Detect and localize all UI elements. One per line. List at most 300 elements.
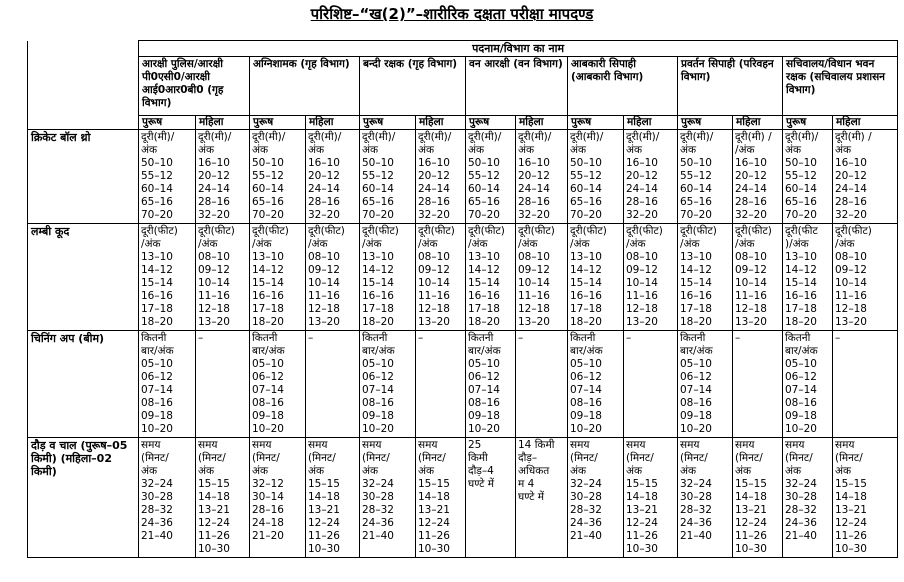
cell-line: दूरी(फीट) [518, 225, 555, 237]
cell-line: 24–14 [518, 183, 550, 195]
criteria-cell [196, 438, 250, 558]
criteria-cell [783, 438, 833, 558]
cell-line: 16–16 [141, 290, 173, 302]
cell-line: /अंक [252, 238, 272, 250]
cell-line: कितनी [252, 332, 278, 344]
criteria-cell [733, 438, 783, 558]
criteria-cell [516, 130, 568, 224]
criteria-cell [416, 130, 466, 224]
cell-line: 08–10 [198, 251, 230, 263]
cell-line: 32–12 [252, 478, 284, 490]
cell-line: 28–32 [141, 504, 173, 516]
cell-line: 24–36 [570, 517, 602, 529]
cell-line: 65–16 [252, 196, 284, 208]
cell-line: 11–16 [835, 290, 867, 302]
cell-line: 13–21 [626, 504, 658, 516]
cell-line: 10–20 [252, 423, 284, 435]
cell-line: 12–18 [308, 303, 340, 315]
criteria-cell [833, 224, 898, 331]
cell-line: /अंक [680, 238, 700, 250]
cell-line: दूरी(फीट) [468, 225, 505, 237]
cell-line: 28–32 [680, 504, 712, 516]
criteria-cell [416, 224, 466, 331]
cell-line: कितनी [362, 332, 388, 344]
cell-line: 08–10 [835, 251, 867, 263]
cell-line: 13–10 [680, 251, 712, 263]
cell-line: अंक [198, 144, 215, 156]
cell-line: दूरी(मी)/ [308, 131, 342, 143]
cell-line: 05–10 [680, 358, 712, 370]
cell-line: 28–32 [362, 504, 394, 516]
cell-line: 05–10 [468, 358, 500, 370]
cell-line: 21–20 [252, 530, 284, 542]
department-header: बन्दी रक्षक (गृह विभाग) [360, 57, 466, 116]
cell-line: अंक [835, 465, 852, 477]
cell-line: 20–12 [626, 170, 658, 182]
cell-line: 12–24 [198, 517, 230, 529]
cell-line: दूरी(फीट) [680, 225, 717, 237]
cell-line: अंक [308, 144, 325, 156]
cell-line: 28–16 [735, 196, 767, 208]
cell-line: बार/अंक [252, 345, 285, 357]
criteria-cell [624, 130, 678, 224]
cell-line: 15–14 [680, 277, 712, 289]
cell-line: 30–28 [680, 491, 712, 503]
department-header: प्रवर्तन सिपाही (परिवहन विभाग) [678, 57, 783, 116]
page-title [0, 4, 904, 24]
cell-line: 32–24 [570, 478, 602, 490]
female-header: महिला [306, 116, 360, 130]
criteria-cell [568, 331, 624, 438]
cell-line: 08–10 [518, 251, 550, 263]
cell-line: दूरी(फीट) [252, 225, 289, 237]
cell-line: अंक [252, 465, 269, 477]
criteria-cell [624, 331, 678, 438]
cell-line: 11–26 [835, 530, 867, 542]
cell-line: 24–14 [735, 183, 767, 195]
cell-line: समय [570, 439, 590, 451]
cell-line: 32–24 [680, 478, 712, 490]
cell-line: /अंक [362, 238, 382, 250]
cell-line: 10–20 [362, 423, 394, 435]
criteria-cell [568, 130, 624, 224]
cell-line: 13–10 [141, 251, 173, 263]
cell-line: 70–20 [785, 209, 817, 221]
cell-line: 30–28 [141, 491, 173, 503]
cell-line: 08–16 [252, 397, 284, 409]
cell-line: कितनी [468, 332, 494, 344]
cell-line: अंक [362, 465, 379, 477]
male-header: पुरूष [783, 116, 833, 130]
cell-line: दूरी(फीट) [735, 225, 772, 237]
cell-line: 65–16 [362, 196, 394, 208]
cell-line: 16–16 [680, 290, 712, 302]
cell-line: /अंक [418, 238, 438, 250]
criteria-cell [678, 438, 733, 558]
cell-line: 32–20 [198, 209, 230, 221]
cell-line: 32–20 [308, 209, 340, 221]
cell-line: 15–14 [785, 277, 817, 289]
cell-line: अंक [626, 144, 643, 156]
cell-line: 24–36 [141, 517, 173, 529]
cell-line: अंक [418, 465, 435, 477]
cell-line: 11–16 [418, 290, 450, 302]
cell-line: 30–28 [362, 491, 394, 503]
cell-line: 08–16 [785, 397, 817, 409]
cell-line: 05–10 [785, 358, 817, 370]
cell-line: 09–12 [518, 264, 550, 276]
cell-line: अंक [198, 465, 215, 477]
criteria-cell [466, 224, 516, 331]
cell-line: दूरी(फीट) [198, 225, 235, 237]
cell-line: 08–16 [680, 397, 712, 409]
cell-line: 09–18 [362, 410, 394, 422]
cell-line: 09–18 [570, 410, 602, 422]
cell-line: )/अंक [785, 238, 809, 250]
cell-line: अंक [570, 465, 587, 477]
gender-header-row [28, 116, 898, 130]
cell-line: बार/अंक [785, 345, 818, 357]
cell-line: 06–12 [570, 371, 602, 383]
cell-line: 24–14 [308, 183, 340, 195]
cell-line: दूरी(फीट) [626, 225, 663, 237]
cell-line: अधिकत [518, 465, 550, 477]
cell-line: 10–30 [418, 543, 450, 555]
cell-line: 12–18 [198, 303, 230, 315]
criteria-cell [733, 331, 783, 438]
cell-line: 08–10 [418, 251, 450, 263]
criteria-cell [733, 130, 783, 224]
cell-line: 21–40 [785, 530, 817, 542]
cell-line: दूरी(मी)/ [785, 131, 819, 143]
cell-line: दूरी(मी)/ [418, 131, 452, 143]
cell-line: 15–15 [626, 478, 658, 490]
cell-line: किमी [468, 452, 488, 464]
cell-line: 55–12 [141, 170, 173, 182]
cell-line: अंक [141, 465, 158, 477]
criteria-cell [360, 331, 416, 438]
cell-line: दूरी(फीट) [141, 225, 178, 237]
cell-line: 05–10 [252, 358, 284, 370]
cell-line: 17–18 [468, 303, 500, 315]
cell-line: (मिनट/ [418, 452, 446, 464]
cell-line: 28–16 [198, 196, 230, 208]
cell-line: 50–10 [570, 157, 602, 169]
female-header: महिला [733, 116, 783, 130]
cell-line: (मिनट/ [141, 452, 169, 464]
cell-line: 10–14 [835, 277, 867, 289]
cell-line: 11–26 [198, 530, 230, 542]
cell-line: दूरी(फीट [785, 225, 818, 237]
cell-line: 55–12 [468, 170, 500, 182]
cell-line: 12–24 [835, 517, 867, 529]
cell-line: 17–18 [141, 303, 173, 315]
cell-line: 10–14 [626, 277, 658, 289]
cell-line: समय [735, 439, 755, 451]
cell-line: अंक [626, 465, 643, 477]
event-name: लम्बी कूद [28, 224, 139, 331]
female-header: महिला [196, 116, 250, 130]
cell-line: 21–40 [570, 530, 602, 542]
cell-line: 14–12 [785, 264, 817, 276]
cell-line: 14–12 [252, 264, 284, 276]
cell-line: 10–30 [735, 543, 767, 555]
male-header: पुरूष [139, 116, 196, 130]
cell-line: 30–14 [252, 491, 284, 503]
cell-line: 13–20 [308, 316, 340, 328]
cell-line: 05–10 [141, 358, 173, 370]
cell-line: 15–15 [735, 478, 767, 490]
cell-line: दूरी(मी)/ [252, 131, 286, 143]
female-header: महिला [416, 116, 466, 130]
criteria-cell [416, 331, 466, 438]
cell-line: 65–16 [680, 196, 712, 208]
department-header: वन आरक्षी (वन विभाग) [466, 57, 568, 116]
cell-line: 06–12 [680, 371, 712, 383]
cell-line: 17–18 [570, 303, 602, 315]
cell-line: अंक [362, 144, 379, 156]
cell-line: दूरी(मी)/ [680, 131, 714, 143]
cell-line: 13–10 [252, 251, 284, 263]
cell-line: 11–26 [626, 530, 658, 542]
cell-line: 11–16 [518, 290, 550, 302]
cell-line: 16–10 [418, 157, 450, 169]
cell-line: 12–24 [308, 517, 340, 529]
cell-line: 70–20 [141, 209, 173, 221]
cell-line: 13–10 [362, 251, 394, 263]
cell-line: /अंक [735, 144, 755, 156]
cell-line: 28–16 [835, 196, 867, 208]
criteria-cell [139, 224, 196, 331]
cell-line: /अंक [518, 238, 538, 250]
cell-line: 15–14 [141, 277, 173, 289]
cell-line: 14–18 [626, 491, 658, 503]
cell-line: 09–18 [141, 410, 173, 422]
cell-line: 50–10 [680, 157, 712, 169]
cell-line: 60–14 [468, 183, 500, 195]
cell-line: दूरी(फीट) [570, 225, 607, 237]
cell-line: 18–20 [570, 316, 602, 328]
cell-line: 09–12 [626, 264, 658, 276]
cell-line: 60–14 [785, 183, 817, 195]
cell-line: समय [308, 439, 328, 451]
cell-line: 24–36 [680, 517, 712, 529]
cell-line: 08–16 [468, 397, 500, 409]
cell-line: 20–12 [835, 170, 867, 182]
cell-line: 12–18 [418, 303, 450, 315]
cell-line: 32–24 [362, 478, 394, 490]
cell-line: 07–14 [362, 384, 394, 396]
cell-line: 28–16 [518, 196, 550, 208]
cell-line: कितनी [141, 332, 167, 344]
cell-line: 21–40 [680, 530, 712, 542]
cell-line: दूरी(फीट) [418, 225, 455, 237]
cell-line: समय [680, 439, 700, 451]
cell-line: 13–20 [198, 316, 230, 328]
cell-line: 65–16 [141, 196, 173, 208]
cell-line: 14–18 [198, 491, 230, 503]
cell-line: अंक [680, 465, 697, 477]
cell-line: दौड़–4 [468, 465, 494, 477]
cell-line: 06–12 [362, 371, 394, 383]
criteria-cell [360, 224, 416, 331]
cell-line: 13–21 [198, 504, 230, 516]
cell-line: 09–18 [785, 410, 817, 422]
female-header: महिला [624, 116, 678, 130]
cell-line: 32–20 [735, 209, 767, 221]
cell-line: – [518, 332, 524, 344]
cell-line: (मिनट/ [785, 452, 813, 464]
cell-line: 15–14 [570, 277, 602, 289]
cell-line: 09–18 [468, 410, 500, 422]
cell-line: 55–12 [680, 170, 712, 182]
cell-line: 05–10 [362, 358, 394, 370]
cell-line: 11–26 [735, 530, 767, 542]
criteria-cell [568, 224, 624, 331]
cell-line: 15–15 [198, 478, 230, 490]
corner-cell [28, 41, 139, 57]
department-header: आरक्षी पुलिस/आरक्षी पी0एसी0/आरक्षी आई0आर0बी0 (गृह विभाग) [139, 57, 250, 116]
female-header: महिला [833, 116, 898, 130]
cell-line: 09–12 [418, 264, 450, 276]
cell-line: 24–14 [626, 183, 658, 195]
corner-cell-2 [28, 57, 139, 116]
criteria-cell [250, 130, 306, 224]
cell-line: 15–14 [468, 277, 500, 289]
cell-line: 12–18 [518, 303, 550, 315]
cell-line: – [835, 332, 841, 344]
cell-line: 16–16 [362, 290, 394, 302]
cell-line: घण्टे में [518, 491, 544, 503]
criteria-cell [678, 331, 733, 438]
event-row [28, 130, 898, 224]
cell-line: 28–16 [626, 196, 658, 208]
cell-line: 10–30 [835, 543, 867, 555]
cell-line: – [418, 332, 424, 344]
cell-line: 09–12 [835, 264, 867, 276]
cell-line: 14–18 [418, 491, 450, 503]
cell-line: (मिनट/ [626, 452, 654, 464]
cell-line: 60–14 [362, 183, 394, 195]
cell-line: 11–16 [735, 290, 767, 302]
cell-line: 16–10 [626, 157, 658, 169]
event-name: चिनिंग अप (बीम) [28, 331, 139, 438]
cell-line: 11–16 [308, 290, 340, 302]
criteria-cell [139, 331, 196, 438]
cell-line: 16–16 [468, 290, 500, 302]
cell-line: 14–12 [570, 264, 602, 276]
cell-line: दौड़– [518, 452, 538, 464]
event-row [28, 438, 898, 558]
cell-line: 10–14 [518, 277, 550, 289]
cell-line: 70–20 [680, 209, 712, 221]
cell-line: 65–16 [785, 196, 817, 208]
cell-line: 13–21 [735, 504, 767, 516]
cell-line: दूरी(मी)/ [570, 131, 604, 143]
cell-line: 16–16 [252, 290, 284, 302]
cell-line: (मिनट/ [570, 452, 598, 464]
criteria-cell [139, 438, 196, 558]
cell-line: (मिनट/ [362, 452, 390, 464]
cell-line: /अंक [626, 238, 646, 250]
cell-line: 24–14 [198, 183, 230, 195]
cell-line: 10–14 [198, 277, 230, 289]
cell-line: 10–14 [418, 277, 450, 289]
criteria-cell [783, 224, 833, 331]
cell-line: दूरी(फीट) [362, 225, 399, 237]
cell-line: 65–16 [468, 196, 500, 208]
cell-line: 06–12 [252, 371, 284, 383]
cell-line: अंक [252, 144, 269, 156]
cell-line: 21–40 [141, 530, 173, 542]
cell-line: 10–20 [468, 423, 500, 435]
cell-line: बार/अंक [570, 345, 603, 357]
criteria-cell [196, 331, 250, 438]
cell-line: 65–16 [570, 196, 602, 208]
department-header: सचिवालय/विधान भवन रक्षक (सचिवालय प्रशासन विभाग) [783, 57, 898, 116]
cell-line: 07–14 [141, 384, 173, 396]
cell-line: 13–21 [308, 504, 340, 516]
event-name: क्रिकेट बॉल थ्रो [28, 130, 139, 224]
cell-line: अंक [468, 144, 485, 156]
cell-line: /अंक [835, 238, 855, 250]
cell-line: अंक [518, 144, 535, 156]
corner-cell-3 [28, 116, 139, 130]
criteria-cell [783, 331, 833, 438]
department-header: आबकारी सिपाही (आबकारी विभाग) [568, 57, 678, 116]
cell-line: म 4 [518, 478, 535, 490]
criteria-cell [416, 438, 466, 558]
cell-line: दूरी(फीट) [308, 225, 345, 237]
cell-line: अंक [735, 465, 752, 477]
cell-line: 13–21 [835, 504, 867, 516]
cell-line: (मिनट/ [680, 452, 708, 464]
event-row [28, 224, 898, 331]
cell-line: 07–14 [680, 384, 712, 396]
cell-line: दूरी(मी)/ [468, 131, 502, 143]
cell-line: अंक [680, 144, 697, 156]
cell-line: 13–20 [735, 316, 767, 328]
criteria-cell [516, 224, 568, 331]
cell-line: 20–12 [308, 170, 340, 182]
cell-line: 17–18 [362, 303, 394, 315]
cell-line: 14–12 [680, 264, 712, 276]
cell-line: 20–12 [418, 170, 450, 182]
cell-line: समय [141, 439, 161, 451]
cell-line: /अंक [308, 238, 328, 250]
cell-line: 08–16 [570, 397, 602, 409]
cell-line: अंक [785, 144, 802, 156]
criteria-cell [783, 130, 833, 224]
cell-line: 24–36 [362, 517, 394, 529]
cell-line: 15–15 [308, 478, 340, 490]
cell-line: 24–36 [785, 517, 817, 529]
cell-line: 15–14 [252, 277, 284, 289]
cell-line: 09–18 [680, 410, 712, 422]
cell-line: 50–10 [785, 157, 817, 169]
cell-line: 08–10 [308, 251, 340, 263]
cell-line: 14–18 [735, 491, 767, 503]
cell-line: समय [626, 439, 646, 451]
cell-line: 16–16 [785, 290, 817, 302]
cell-line: 06–12 [141, 371, 173, 383]
criteria-cell [678, 130, 733, 224]
criteria-cell [516, 331, 568, 438]
cell-line: दूरी(मी)/ [518, 131, 552, 143]
cell-line: 09–12 [198, 264, 230, 276]
male-header: पुरूष [250, 116, 306, 130]
criteria-cell [466, 130, 516, 224]
